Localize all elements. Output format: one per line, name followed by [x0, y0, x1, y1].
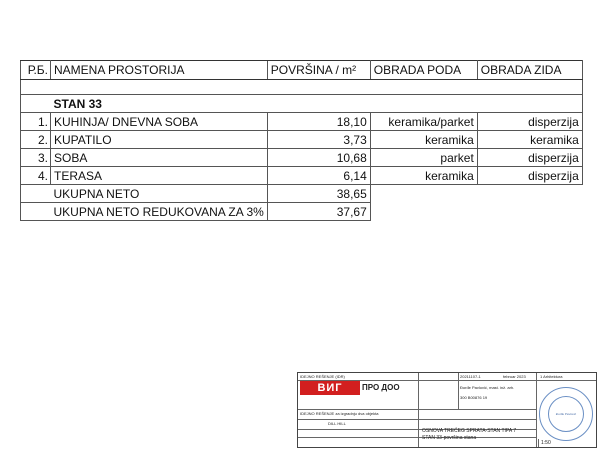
unit-title: STAN 33 [51, 95, 268, 113]
total-value: 38,65 [267, 185, 370, 203]
header-number: Р.Б. [21, 61, 51, 80]
wall-finish: disperzija [477, 149, 582, 167]
header-room-purpose: NAMENA PROSTORIJA [51, 61, 268, 80]
table-row [21, 113, 583, 131]
spacer-row [21, 80, 583, 95]
row-number: 1. [21, 113, 51, 131]
table-header-row [21, 61, 583, 80]
company-logo: ВИГ [300, 381, 360, 395]
unit-title-row [21, 95, 583, 113]
floor-finish: parket [370, 149, 477, 167]
wall-finish: disperzija [477, 113, 582, 131]
room-name: TERASA [51, 167, 268, 185]
floor-finish: keramika/parket [370, 113, 477, 131]
document-date: februar 2023 [503, 374, 526, 379]
row-number: 3. [21, 149, 51, 167]
license-stamp [539, 387, 593, 441]
row-number: 2. [21, 131, 51, 149]
total-label: UKUPNA NETO [51, 185, 268, 203]
table-row [21, 131, 583, 149]
project-type: IDEJNO REŠENJE (IDR) [300, 374, 345, 379]
drawing-scale: 1:50 [538, 439, 555, 447]
room-area: 10,68 [267, 149, 370, 167]
floor-finish: keramika [370, 131, 477, 149]
table-row [21, 167, 583, 185]
header-floor-finish: OBRADA PODA [370, 61, 477, 80]
total-reduced-row [21, 203, 583, 221]
stamp-text: Đorđe Pavlović [555, 412, 577, 416]
table-row [21, 149, 583, 167]
room-area: 6,14 [267, 167, 370, 185]
header-wall-finish: OBRADA ZIDA [477, 61, 582, 80]
room-name: KUPATILO [51, 131, 268, 149]
room-area: 18,10 [267, 113, 370, 131]
sheet-title-line-2: STAN 33-površina stana [422, 435, 477, 441]
object-description: IDEJNO REŠENJE za izgradnju dva objekta [300, 411, 379, 416]
wall-finish: keramika [477, 131, 582, 149]
room-area: 3,73 [267, 131, 370, 149]
document-number: 20211107-1 [460, 374, 481, 379]
drawing-title-block [297, 372, 597, 448]
total-reduced-value: 37,67 [267, 203, 370, 221]
wall-finish: disperzija [477, 167, 582, 185]
header-area: POVRŠINA / m² [267, 61, 370, 80]
total-reduced-label: UKUPNA NETO REDUKOVANA ZA 3% [51, 203, 268, 221]
client-name: DILL HILL [328, 421, 346, 426]
sheet-title-line-1: OSNOVA TREĆEG SPRATA-STAN TIPA 7 [422, 428, 517, 434]
room-name: KUHINJA/ DNEVNA SOBA [51, 113, 268, 131]
total-row [21, 185, 583, 203]
room-area-table [20, 60, 583, 221]
room-name: SOBA [51, 149, 268, 167]
company-logo-suffix: ПРО ДОО [362, 383, 400, 392]
license-number: 300 B00876 19 [460, 395, 488, 400]
row-number: 4. [21, 167, 51, 185]
architect-name: Đorđe Pavlović, mast. inž. arh. [460, 385, 515, 390]
floor-finish: keramika [370, 167, 477, 185]
project-part: 1 Arhitektura [540, 374, 563, 379]
